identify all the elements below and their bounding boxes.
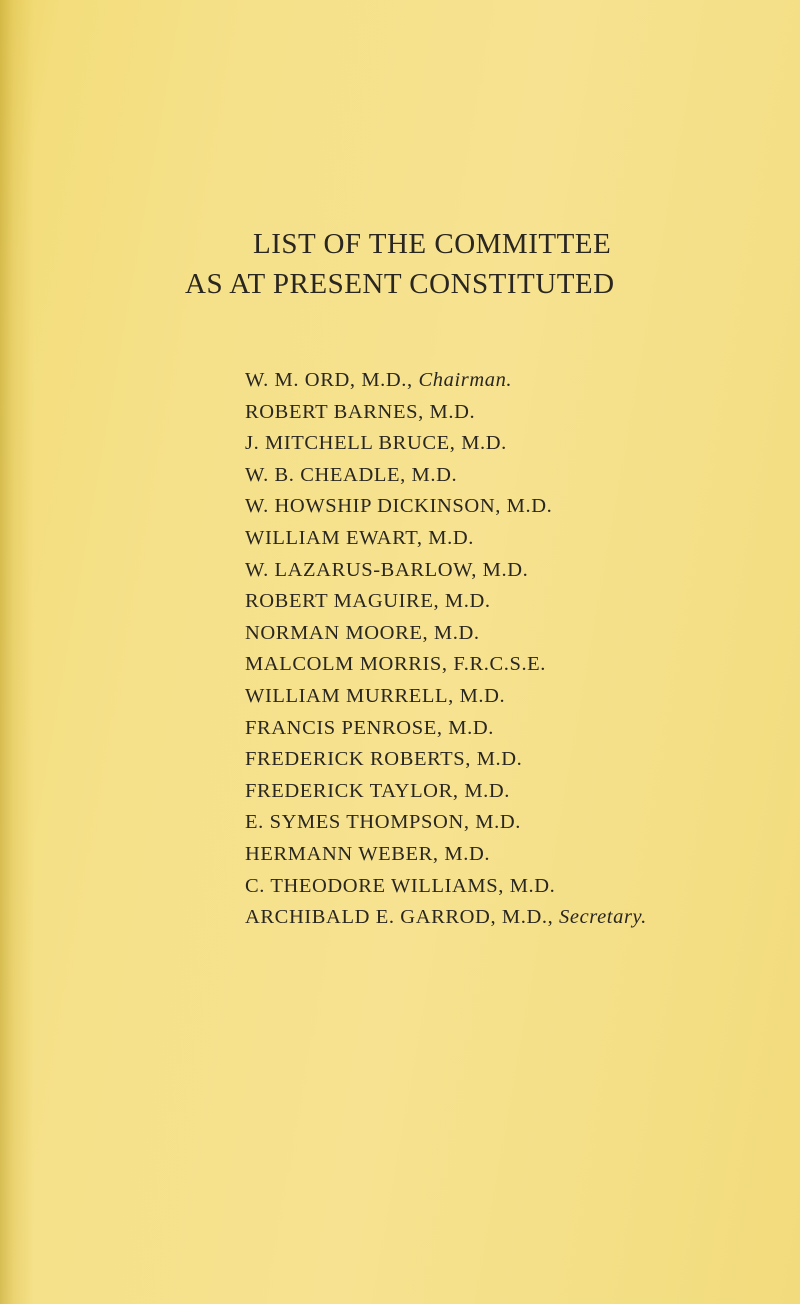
- member-name: FREDERICK ROBERTS, M.D.: [245, 748, 523, 771]
- list-item: [245, 902, 647, 934]
- list-item: [245, 460, 647, 492]
- committee-member-list: [245, 365, 647, 934]
- list-item: [245, 618, 647, 650]
- list-item: [245, 713, 647, 745]
- member-name: E. SYMES THOMPSON, M.D.: [245, 811, 521, 834]
- list-item: [245, 365, 647, 397]
- member-name: ROBERT MAGUIRE, M.D.: [245, 590, 491, 613]
- list-item: [245, 807, 647, 839]
- page-title-line-2: AS AT PRESENT CONSTITUTED: [185, 268, 615, 300]
- list-item: [245, 555, 647, 587]
- list-item: [245, 649, 647, 681]
- member-name: ROBERT BARNES, M.D.: [245, 400, 476, 423]
- member-name: J. MITCHELL BRUCE, M.D.: [245, 432, 507, 455]
- member-name: WILLIAM MURRELL, M.D.: [245, 684, 506, 707]
- page-spine-shadow: [0, 0, 34, 1304]
- list-item: [245, 491, 647, 523]
- member-name: NORMAN MOORE, M.D.: [245, 621, 480, 644]
- list-item: [245, 839, 647, 871]
- member-name: FREDERICK TAYLOR, M.D.: [245, 779, 510, 802]
- member-role: Chairman.: [418, 369, 513, 391]
- list-item: [245, 397, 647, 429]
- member-name: W. B. CHEADLE, M.D.: [245, 463, 458, 486]
- member-role: Secretary.: [559, 906, 647, 929]
- page-title-line-1: LIST OF THE COMMITTEE: [253, 228, 612, 260]
- member-name: W. M. ORD, M.D.,: [245, 369, 419, 391]
- member-name: W. LAZARUS-BARLOW, M.D.: [245, 558, 529, 581]
- member-name: W. HOWSHIP DICKINSON, M.D.: [245, 495, 553, 518]
- list-item: [245, 744, 647, 776]
- member-name: C. THEODORE WILLIAMS, M.D.: [245, 874, 556, 897]
- member-name: FRANCIS PENROSE, M.D.: [245, 716, 494, 739]
- list-item: [245, 428, 647, 460]
- list-item: [245, 586, 647, 618]
- list-item: [245, 681, 647, 713]
- member-name: MALCOLM MORRIS, F.R.C.S.E.: [245, 653, 547, 676]
- member-name: WILLIAM EWART, M.D.: [245, 526, 474, 549]
- list-item: [245, 871, 647, 903]
- list-item: [245, 776, 647, 808]
- member-name: ARCHIBALD E. GARROD, M.D.,: [245, 906, 560, 929]
- list-item: [245, 523, 647, 555]
- member-name: HERMANN WEBER, M.D.: [245, 842, 491, 865]
